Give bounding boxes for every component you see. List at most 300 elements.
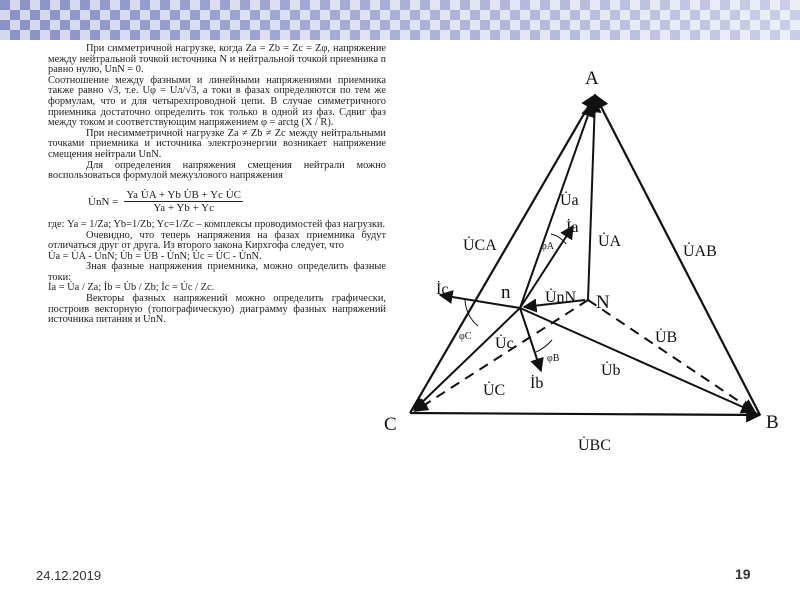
checker-cell [770,10,780,20]
checker-cell [300,20,310,30]
checker-cell [290,10,300,20]
checker-cell [490,10,500,20]
checker-cell [190,20,200,30]
checker-cell [100,0,110,10]
equation-phase-currents: İa = U̇a / Za; İb = U̇b / Zb; İc = U̇c / Zc. [48,282,215,294]
checker-cell [670,0,680,10]
checker-cell [440,20,450,30]
checker-cell [550,30,560,40]
checker-cell [770,0,780,10]
checker-cell [270,10,280,20]
checker-cell [580,20,590,30]
checker-cell [170,10,180,20]
checker-cell [280,0,290,10]
checker-cell [350,30,360,40]
checker-cell [210,0,220,10]
checker-cell [450,0,460,10]
checker-cell [240,30,250,40]
checker-cell [460,0,470,10]
checker-cell [350,0,360,10]
checker-cell [470,30,480,40]
label-ua-load: U̇a [560,192,579,209]
checker-cell [530,10,540,20]
label-ua-source: U̇A [598,233,622,250]
checker-cell [420,20,430,30]
checker-cell [40,0,50,10]
footer-date: 24.12.2019 [36,568,102,583]
checker-cell [580,0,590,10]
checker-cell [240,20,250,30]
checker-cell [220,30,230,40]
checker-cell [350,10,360,20]
checker-cell [90,0,100,10]
vector-ua-source-line [588,100,595,300]
checker-cell [610,10,620,20]
checker-cell [430,10,440,20]
checker-cell [570,30,580,40]
paragraph-node-voltage-intro: Для определения напряжения смещения нейтрали можно воспользоваться формулой межузлового напряжения [48,159,386,182]
checker-cell [450,20,460,30]
checker-cell [360,0,370,10]
checker-cell [50,30,60,40]
checker-cell [520,20,530,30]
checker-cell [610,30,620,40]
checker-cell [590,20,600,30]
checker-cell [200,30,210,40]
checker-cell [690,20,700,30]
checker-cell [140,30,150,40]
checker-cell [370,30,380,40]
checker-cell [420,10,430,20]
checker-cell [620,30,630,40]
checker-cell [720,10,730,20]
checker-cell [670,30,680,40]
checker-cell [450,30,460,40]
checker-cell [210,30,220,40]
checker-cell [250,0,260,10]
checker-cell [660,20,670,30]
checker-cell [330,0,340,10]
checker-cell [440,30,450,40]
checker-cell [390,30,400,40]
checker-cell [210,20,220,30]
checker-cell [260,10,270,20]
checker-cell [520,10,530,20]
formula-denominator: Ya + Yb + Yc [153,202,214,215]
checker-cell [210,10,220,20]
checker-cell [0,0,10,10]
checker-cell [230,0,240,10]
checker-cell [10,10,20,20]
checker-cell [740,20,750,30]
checker-cell [770,20,780,30]
checker-cell [10,20,20,30]
checker-cell [560,0,570,10]
checker-cell [480,10,490,20]
checker-cell [380,10,390,20]
checker-cell [170,30,180,40]
checker-cell [320,30,330,40]
checker-cell [750,0,760,10]
checker-cell [620,0,630,10]
checker-cell [280,10,290,20]
checker-cell [530,0,540,10]
label-ub-source: U̇B [655,329,678,346]
checker-cell [690,0,700,10]
checker-cell [700,20,710,30]
checker-cell [730,20,740,30]
checker-cell [740,0,750,10]
checker-cell [540,20,550,30]
checker-cell [640,10,650,20]
label-point-a: A [585,68,599,89]
checker-cell [570,0,580,10]
checker-cell [340,0,350,10]
checker-cell [530,30,540,40]
vector-ubc-line [410,413,760,415]
checker-cell [410,30,420,40]
checker-cell [680,10,690,20]
checker-cell [740,30,750,40]
checker-cell [120,0,130,10]
checker-cell [570,10,580,20]
label-uab: U̇AB [683,243,717,260]
checker-cell [590,0,600,10]
checker-cell [30,10,40,20]
checker-cell [460,10,470,20]
label-ia: İa [566,219,579,236]
checker-cell [190,10,200,20]
checker-cell [610,20,620,30]
checker-cell [110,20,120,30]
checker-cell [620,20,630,30]
checker-cell [250,20,260,30]
checker-cell [500,20,510,30]
checker-cell [790,10,800,20]
checker-cell [430,30,440,40]
checker-cell [390,10,400,20]
checker-cell [120,20,130,30]
checker-cell [90,30,100,40]
label-ub-load: U̇b [601,362,621,379]
checker-cell [640,30,650,40]
checker-cell [600,10,610,20]
checker-cell [700,10,710,20]
checker-cell [660,30,670,40]
checker-cell [270,0,280,10]
checker-cell [540,10,550,20]
checker-cell [0,20,10,30]
paragraph-symmetric-load: При симметричной нагрузке, когда Za = Zb = Zc = Zφ, напряжение между нейтральной точкой источника N и нейтральной точкой приемника n равно нулю, UnN = 0. [48,43,386,76]
checker-cell [150,0,160,10]
checker-cell [70,20,80,30]
paragraph-kirchhoff: Очевидно, что теперь напряжения на фазах приемника будут отличаться друг от друга. Из второго закона Кирхгофа следует, что [48,229,386,252]
checker-cell [780,0,790,10]
checker-cell [400,0,410,10]
checker-cell [260,30,270,40]
checker-cell [760,10,770,20]
checker-cell [290,0,300,10]
checker-cell [180,0,190,10]
label-unn: U̇nN [545,289,577,306]
checker-cell [250,30,260,40]
checker-cell [260,0,270,10]
checker-cell [550,0,560,10]
checker-cell [480,20,490,30]
label-ic: İc [436,281,449,298]
checker-cell [50,0,60,10]
paragraph-asymmetric-load: При несимметричной нагрузке Za ≠ Zb ≠ Zc между нейтральными точками приемника и источника электроэнергии возникает напряжение смещения нейтрали UnN. [48,127,386,160]
checker-cell [50,20,60,30]
checker-cell [350,20,360,30]
checker-cell [520,30,530,40]
paragraph-phase-line-ratio: Соотношение между фазными и линейными напряжениями приемника также равно √3, т.е. Uφ = Uл/√3, а токи в фазах определяются по тем же формулам, что и для четырехпроводной цепи. В случае симметричного приемника достаточно определить ток только в одной из фаз. Сдвиг фаз между током и соответствующим напряжением φ = arctg (X / R). [48,74,386,129]
checker-cell [450,10,460,20]
checker-cell [110,10,120,20]
checker-cell [670,20,680,30]
checker-cell [200,0,210,10]
checker-cell [360,20,370,30]
checker-cell [200,20,210,30]
checker-cell [700,0,710,10]
checker-cell [220,0,230,10]
slide-text-column [48,44,386,326]
checker-cell [310,10,320,20]
checker-cell [780,30,790,40]
checker-cell [340,10,350,20]
checker-cell [760,20,770,30]
checker-cell [310,30,320,40]
checker-cell [720,20,730,30]
label-phi-a: φA [541,241,554,252]
checker-cell [440,0,450,10]
vector-ib-line [520,308,541,371]
checker-cell [720,0,730,10]
node-voltage-formula [88,190,386,214]
formula-numerator: Ya U̇A + Yb U̇B + Yc U̇C [126,188,242,201]
checker-cell [290,20,300,30]
checker-cell [640,20,650,30]
checker-cell [140,0,150,10]
checker-cell [650,20,660,30]
checker-cell [560,10,570,20]
checker-cell [430,20,440,30]
label-point-b: B [766,412,779,433]
checker-cell [170,0,180,10]
checker-cell [30,30,40,40]
checker-cell [770,30,780,40]
checker-cell [290,30,300,40]
checker-cell [440,10,450,20]
equation-phase-voltages: U̇a = U̇A - U̇nN; U̇b = U̇B - U̇nN; U̇c = U̇C - U̇nN. [48,250,262,262]
checker-cell [150,10,160,20]
checker-cell [680,30,690,40]
checker-cell [110,0,120,10]
checker-cell [500,10,510,20]
checker-cell [530,20,540,30]
checker-cell [600,30,610,40]
checker-cell [320,10,330,20]
checker-cell [310,20,320,30]
checker-cell [110,30,120,40]
checker-cell [510,0,520,10]
checker-cell [100,30,110,40]
checker-cell [680,0,690,10]
checker-cell [330,10,340,20]
checker-cell [510,10,520,20]
checker-cell [370,0,380,10]
checker-cell [250,10,260,20]
checker-cell [650,0,660,10]
checker-cell [410,10,420,20]
label-phi-c: φC [459,331,472,342]
checker-cell [70,10,80,20]
checker-cell [190,30,200,40]
checker-cell [710,30,720,40]
checker-cell [230,10,240,20]
checker-cell [690,10,700,20]
checker-cell [660,0,670,10]
checker-cell [690,30,700,40]
checker-cell [160,10,170,20]
checker-cell [80,30,90,40]
paragraph-conductances: где: Ya = 1/Za; Yb=1/Zb; Yc=1/Zc – комплексы проводимостей фаз нагрузки. [48,218,386,230]
checker-cell [480,0,490,10]
checker-cell [420,0,430,10]
checker-cell [600,20,610,30]
checker-cell [650,10,660,20]
checker-cell [280,20,290,30]
label-phi-b: φB [547,353,560,364]
checker-cell [130,0,140,10]
header-checker-pattern [0,0,800,40]
label-uca: U̇CA [463,237,497,254]
checker-cell [790,30,800,40]
paragraph-phase-currents-intro: Зная фазные напряжения приемника, можно определить фазные токи: [48,261,386,283]
checker-cell [300,10,310,20]
checker-cell [80,0,90,10]
checker-cell [130,10,140,20]
formula-lhs: U̇nN = [88,195,119,208]
checker-cell [20,20,30,30]
vector-uca-line [410,95,595,413]
checker-cell [40,30,50,40]
checker-cell [640,0,650,10]
checker-cell [390,0,400,10]
checker-cell [90,10,100,20]
checker-cell [70,0,80,10]
checker-cell [630,20,640,30]
checker-cell [410,0,420,10]
checker-cell [730,30,740,40]
checker-cell [360,10,370,20]
checker-cell [470,20,480,30]
checker-cell [540,0,550,10]
label-ubc: U̇BC [578,437,611,454]
checker-cell [490,0,500,10]
checker-cell [500,30,510,40]
checker-cell [50,10,60,20]
checker-cell [40,20,50,30]
checker-cell [540,30,550,40]
checker-cell [300,0,310,10]
checker-cell [780,20,790,30]
checker-cell [460,30,470,40]
checker-cell [20,10,30,20]
checker-cell [340,30,350,40]
checker-cell [90,20,100,30]
checker-cell [240,0,250,10]
checker-cell [680,20,690,30]
checker-cell [200,10,210,20]
checker-cell [370,10,380,20]
checker-cell [390,20,400,30]
checker-cell [740,10,750,20]
checker-cell [300,30,310,40]
label-point-c: C [384,414,397,435]
checker-cell [160,0,170,10]
checker-cell [550,10,560,20]
checker-cell [80,20,90,30]
checker-cell [240,10,250,20]
checker-cell [660,10,670,20]
checker-cell [130,20,140,30]
checker-cell [560,20,570,30]
checker-cell [180,20,190,30]
checker-cell [510,30,520,40]
checker-cell [60,10,70,20]
checker-cell [260,20,270,30]
checker-cell [580,10,590,20]
paragraph-vector-diagram: Векторы фазных напряжений можно определить графически, построив векторную (топографическую) диаграмму фазных напряжений источника питания и UnN. [48,293,386,326]
checker-cell [590,10,600,20]
checker-cell [20,0,30,10]
checker-cell [480,30,490,40]
checker-cell [410,20,420,30]
checker-cell [580,30,590,40]
checker-cell [180,30,190,40]
checker-cell [700,30,710,40]
checker-cell [100,20,110,30]
checker-cell [790,0,800,10]
checker-cell [760,30,770,40]
checker-cell [20,30,30,40]
checker-cell [30,0,40,10]
checker-cell [430,0,440,10]
checker-cell [750,20,760,30]
topographic-vector-diagram [380,60,800,520]
checker-cell [470,0,480,10]
checker-cell [710,0,720,10]
checker-cell [10,0,20,10]
checker-cell [730,10,740,20]
checker-cell [60,0,70,10]
checker-cell [80,10,90,20]
checker-cell [270,30,280,40]
checker-cell [510,20,520,30]
checker-cell [550,20,560,30]
checker-cell [750,30,760,40]
checker-cell [0,30,10,40]
checker-cell [0,10,10,20]
checker-cell [380,20,390,30]
checker-cell [760,0,770,10]
checker-cell [170,20,180,30]
checker-cell [150,20,160,30]
checker-cell [330,30,340,40]
checker-cell [130,30,140,40]
checker-cell [470,10,480,20]
